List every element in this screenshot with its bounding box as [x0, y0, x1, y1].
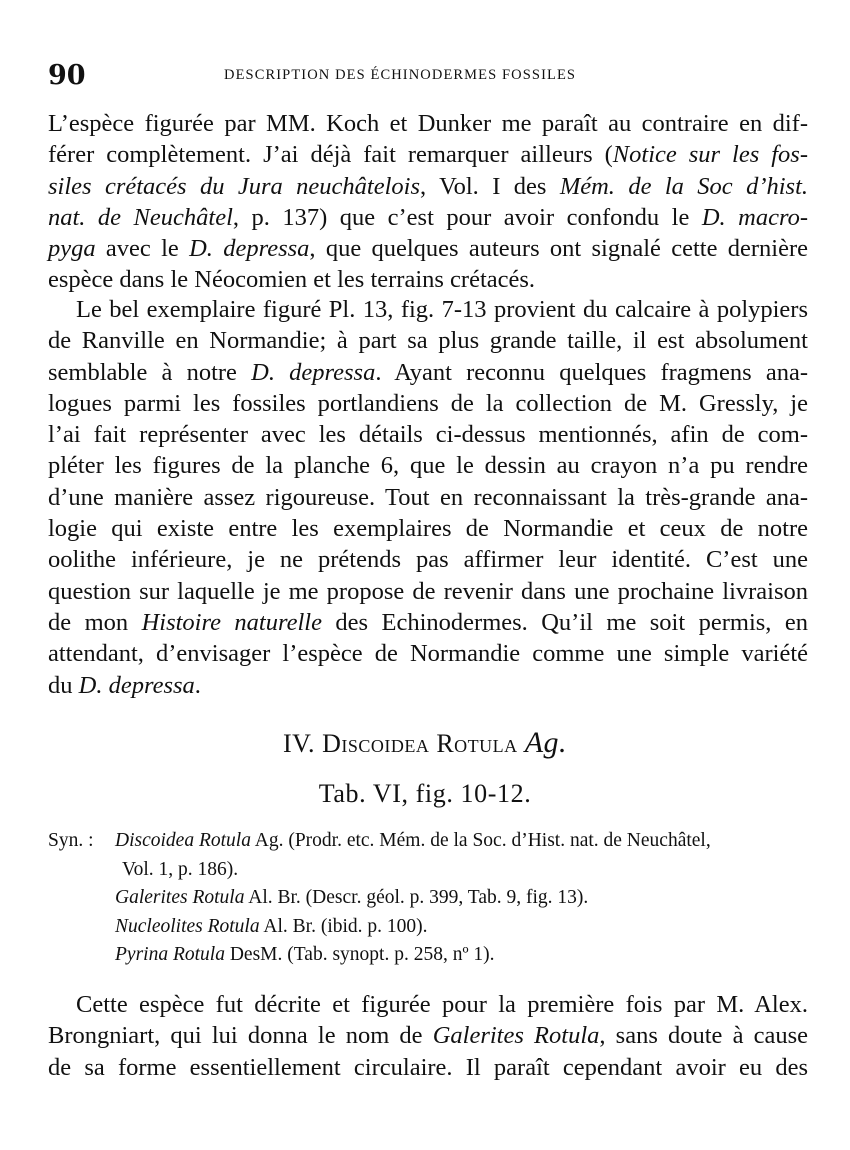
- italic-run: D. depressa: [251, 358, 376, 386]
- plate-reference: Tab. VI, fig. 10-12.: [318, 779, 532, 808]
- text-line: [48, 294, 808, 325]
- text-line: [48, 139, 808, 170]
- synonymy-row: [48, 884, 808, 913]
- text-line: [48, 357, 808, 388]
- section-genus: Discoidea: [322, 729, 430, 758]
- text-run: du: [48, 671, 79, 699]
- paragraph-1: [48, 108, 808, 296]
- text-run: semblable à notre: [48, 358, 252, 386]
- text-run: . Ayant reconnu quelques fragmens ana-: [375, 358, 808, 386]
- section-species: Rotula: [436, 729, 518, 758]
- synonymy-row: [48, 856, 808, 885]
- taxon-name: Pyrina Rotula: [115, 944, 225, 965]
- synonymy-row: [48, 913, 808, 942]
- text-line: [48, 607, 808, 638]
- italic-run: Mém. de la Soc d’hist.: [559, 172, 809, 200]
- synonymy-label: Syn. :: [48, 830, 94, 851]
- text-line: [48, 325, 808, 356]
- text-run: d’une manière assez rigoureuse. Tout en reconnaissant la très-grande ana-: [48, 483, 808, 511]
- italic-run: D. depressa: [78, 671, 195, 699]
- text-line: [48, 202, 808, 233]
- text-run: avec le: [95, 235, 190, 263]
- text-run: oolithe inférieure, je ne prétends pas affirmer leur identité. C’est une: [48, 546, 808, 574]
- text-run: logie qui existe entre les exemplaires de Normandie et ceux de notre: [48, 515, 808, 543]
- text-run: , Vol. I des: [420, 172, 560, 200]
- italic-run: D. macro-: [701, 203, 808, 231]
- italic-run: nat. de Neuchâtel: [48, 203, 233, 231]
- text-line: [48, 989, 808, 1020]
- text-line: [48, 576, 808, 607]
- text-run: des Echinodermes. Qu’il me soit permis, en: [321, 608, 808, 636]
- synonymy-entry: [115, 941, 495, 970]
- text-line: [48, 670, 808, 701]
- text-line: [48, 1052, 808, 1083]
- synonymy-entry: [115, 827, 711, 856]
- synonymy-entry: [115, 884, 588, 913]
- synonymy-entry: [115, 913, 428, 942]
- text-line: [48, 450, 808, 481]
- text-run: L’espèce figurée par MM. Koch et Dunker me paraît au contraire en dif-: [48, 110, 808, 137]
- citation-text: DesM. (Tab. synopt. p. 258, nº 1).: [224, 944, 495, 965]
- paragraph-2: [48, 294, 808, 701]
- text-line: [48, 419, 808, 450]
- running-title: DESCRIPTION DES ÉCHINODERMES FOSSILES: [224, 67, 577, 83]
- text-run: , p. 137) que c’est pour avoir confondu le: [232, 203, 702, 231]
- text-run: logues parmi les fossiles portlandiens de la collection de M. Gressly, je: [48, 389, 808, 417]
- section-author: Ag.: [524, 726, 568, 759]
- text-run: Cette espèce fut décrite et figurée pour la première fois par M. Alex.: [76, 991, 808, 1018]
- text-run: Le bel exemplaire figuré Pl. 13, fig. 7-13 provient du calcaire à polypiers: [76, 296, 808, 323]
- text-line: [48, 108, 808, 139]
- synonymy-row: [48, 941, 808, 970]
- text-run: férer complètement. J’ai déjà fait remarquer ailleurs (: [48, 141, 613, 169]
- text-run: .: [194, 671, 201, 699]
- italic-run: Notice sur les fos-: [612, 141, 808, 169]
- text-run: , sans doute à cause: [599, 1022, 809, 1050]
- text-run: de mon: [48, 608, 142, 636]
- synonymy-row: [48, 827, 808, 856]
- text-line: [48, 1020, 808, 1051]
- text-line: [48, 233, 808, 264]
- text-line: [48, 264, 808, 295]
- text-run: , que quelques auteurs ont signalé cette dernière: [309, 235, 808, 263]
- text-line: [48, 482, 808, 513]
- taxon-name: Nucleolites Rotula: [115, 915, 260, 937]
- italic-run: siles crétacés du Jura neuchâtelois: [48, 172, 421, 200]
- text-run: pléter les figures de la planche 6, que le dessin au crayon n’a pu rendre: [48, 452, 808, 480]
- text-line: [48, 388, 808, 419]
- synonymy-list: [48, 827, 808, 970]
- text-run: question sur laquelle je me propose de revenir dans une prochaine livraison: [48, 577, 808, 605]
- text-run: de Ranville en Normandie; à part sa plus grande taille, il est absolument: [48, 327, 808, 355]
- text-run: attendant, d’envisager l’espèce de Normandie comme une simple variété: [48, 640, 808, 668]
- text-line: [48, 513, 808, 544]
- text-run: l’ai fait représenter avec les détails ci-dessus mentionnés, afin de com-: [48, 421, 808, 449]
- section-heading: [0, 726, 850, 760]
- taxon-name: Discoidea Rotula: [115, 830, 251, 851]
- text-line: [48, 638, 808, 669]
- text-run: espèce dans le Néocomien et les terrains crétacés.: [48, 266, 536, 294]
- section-numeral: IV.: [282, 729, 316, 758]
- text-line: [48, 544, 808, 575]
- italic-run: D. depressa: [189, 235, 310, 263]
- citation-text: Al. Br. (ibid. p. 100).: [259, 915, 428, 937]
- text-run: Brongniart, qui lui donna le nom de: [48, 1022, 433, 1050]
- italic-run: Galerites Rotula: [432, 1022, 600, 1050]
- running-head: [48, 60, 808, 90]
- italic-run: Histoire naturelle: [141, 608, 322, 636]
- citation-text: Ag. (Prodr. etc. Mém. de la Soc. d’Hist. nat. de Neuchâtel,: [250, 830, 711, 851]
- italic-run: pyga: [48, 235, 96, 263]
- citation-text: Al. Br. (Descr. géol. p. 399, Tab. 9, fig. 13).: [244, 887, 589, 908]
- text-run: de sa forme essentiellement circulaire. Il paraît cependant avoir eu des: [48, 1053, 808, 1081]
- taxon-name: Galerites Rotula: [115, 887, 245, 908]
- citation-continuation: Vol. 1, p. 186).: [122, 858, 239, 880]
- page-number: 90: [48, 60, 86, 91]
- paragraph-3: [48, 989, 808, 1083]
- text-line: [48, 171, 808, 202]
